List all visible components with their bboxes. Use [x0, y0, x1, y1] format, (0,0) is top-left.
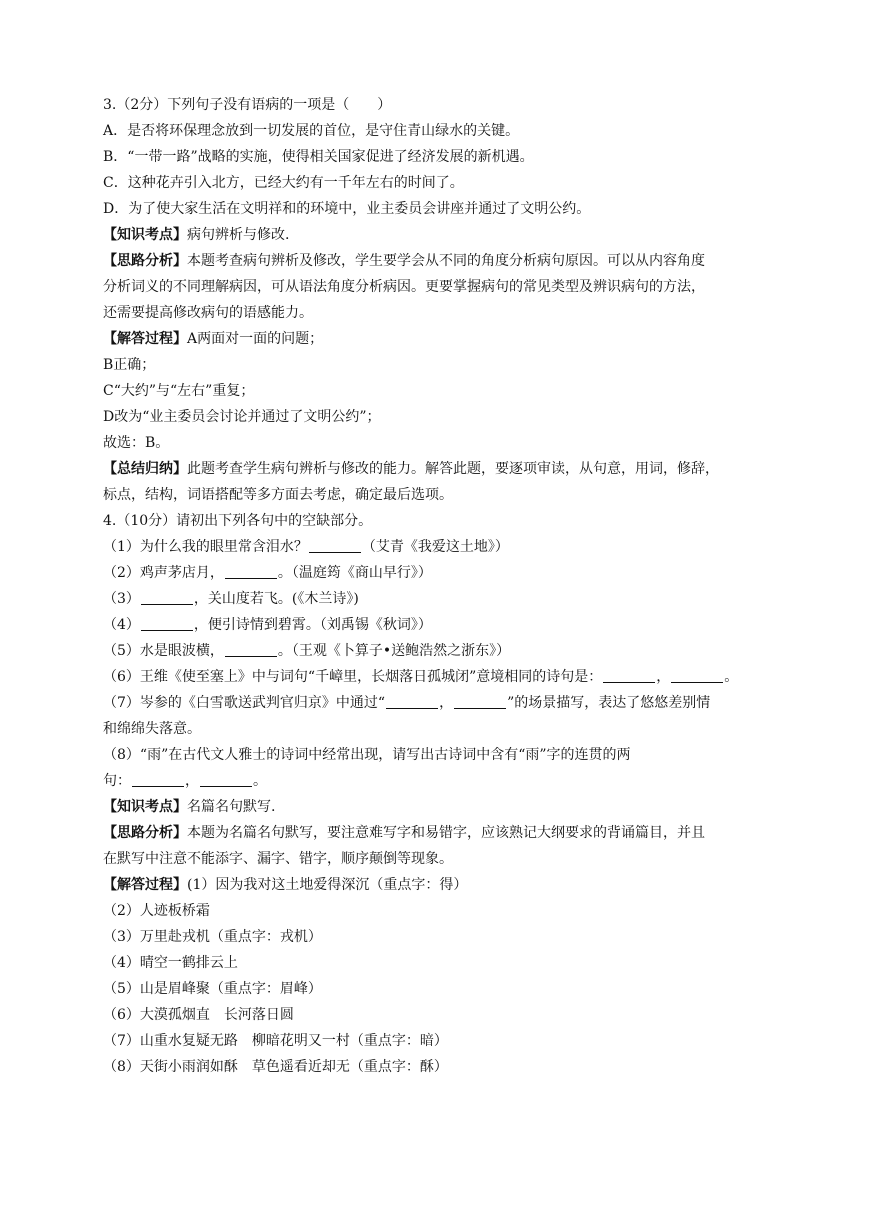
answer-blank[interactable]: [671, 668, 723, 683]
q3-knowledge: [103, 222, 773, 248]
q3-summary-tag: 【总结归纳】: [103, 461, 187, 477]
answer-blank[interactable]: [386, 694, 438, 709]
q4-item-2-text: （2）鸡声茅店月，: [103, 565, 224, 581]
q3-solution-line-4: D改为“业主委员会讨论并通过了文明公约”；: [103, 409, 381, 425]
document-page: [103, 92, 773, 1080]
answer-blank[interactable]: [225, 642, 277, 657]
q4-item-3: [103, 586, 773, 612]
q4-item-6-sep: ，: [656, 669, 671, 685]
q4-item-2: [103, 560, 773, 586]
answer-blank[interactable]: [141, 590, 193, 605]
q4-item-6-text: （6）王维《使至塞上》中与词句“千嶂里，长烟落日孤城闭”意境相同的诗句是：: [103, 669, 603, 685]
q4-item-8-text: 句：: [103, 773, 131, 789]
q4-item-8: （8）“雨”在古代文人雅士的诗词中经常出现，请写出古诗词中含有“雨”字的连贯的两: [103, 747, 631, 763]
q4-item-6: [103, 664, 773, 690]
q4-item-8-end: 。: [253, 773, 267, 789]
q4-solution-line-2: （2）人迹板桥霜: [103, 903, 210, 919]
q4-solution-line-1: [103, 872, 773, 898]
q4-analysis-text-1: 本题为名篇名句默写，要注意难写字和易错字，应该熟记大纲要求的背诵篇目，并且: [187, 825, 705, 841]
q4-item-6-end: 。: [724, 669, 739, 685]
q3-stem: 3.（2分）下列句子没有语病的一项是（ ）: [103, 97, 392, 113]
q3-solution-line-1: [103, 326, 773, 352]
q3-analysis-tag: 【思路分析】: [103, 253, 187, 269]
answer-blank[interactable]: [454, 694, 506, 709]
q4-item-1-source: （艾青《我爱这土地》）: [361, 539, 509, 555]
q3-solution-line-3: C“大约”与“左右”重复；: [103, 383, 255, 399]
q4-item-4-source: ，便引诗情到碧霄。（刘禹锡《秋词》）: [193, 617, 432, 633]
answer-blank[interactable]: [225, 564, 277, 579]
q4-solution-tag: 【解答过程】: [103, 877, 187, 893]
q4-item-5-text: （5）水是眼波横，: [103, 643, 224, 659]
q3-solution-tag: 【解答过程】: [103, 331, 187, 347]
q4-item-3-source: ，关山度若飞。(《木兰诗》): [193, 591, 359, 607]
q4-item-4: [103, 612, 773, 638]
answer-blank[interactable]: [309, 538, 361, 553]
q4-item-5: [103, 638, 773, 664]
q4-item-1: [103, 534, 773, 560]
q4-analysis-tag: 【思路分析】: [103, 825, 187, 841]
q4-item-3-text: （3）: [103, 591, 140, 607]
q4-item-8-cont: [103, 768, 773, 794]
q3-knowledge-text: 病句辨析与修改.: [187, 227, 290, 243]
q3-analysis-line-2: 分析词义的不同理解病因，可从语法角度分析病因。更要掌握病句的常见类型及辨识病句的方法，: [103, 279, 705, 295]
q4-solution-text-1: (1）因为我对这土地爱得深沉（重点字：得）: [187, 877, 468, 893]
q4-item-2-source: 。（温庭筠《商山早行》）: [277, 565, 432, 581]
q4-knowledge: [103, 794, 773, 820]
q3-summary-line-1: [103, 456, 773, 482]
answer-blank[interactable]: [132, 772, 184, 787]
q3-summary-line-2: 标点，结构，词语搭配等多方面去考虑，确定最后选项。: [103, 487, 453, 503]
q4-item-1-text: （1）为什么我的眼里常含泪水？: [103, 539, 308, 555]
q4-solution-line-4: （4）晴空一鹤排云上: [103, 955, 238, 971]
q4-analysis-line-1: [103, 820, 773, 846]
q4-item-7: [103, 690, 773, 716]
q4-solution-line-8: （8）天街小雨润如酥 草色遥看近却无（重点字：酥）: [103, 1059, 448, 1075]
q3-summary-text-1: 此题考查学生病句辨析与修改的能力。解答此题，要逐项审读，从句意，用词，修辞，: [187, 461, 719, 477]
q4-item-7-cont: 和绵绵失落意。: [103, 721, 201, 737]
answer-blank[interactable]: [603, 668, 655, 683]
q3-option-c: C．这种花卉引入北方，已经大约有一千年左右的时间了。: [103, 175, 464, 191]
q3-solution-line-2: B正确；: [103, 357, 156, 373]
q3-option-a: A．是否将环保理念放到一切发展的首位，是守住青山绿水的关键。: [103, 123, 520, 139]
q4-item-5-source: 。（王观《卜算子•送鲍浩然之浙东》）: [277, 643, 511, 659]
q3-solution-text-1: A两面对一面的问题；: [187, 331, 324, 347]
q3-option-d: D．为了使大家生活在文明祥和的环境中，业主委员会讲座并通过了文明公约。: [103, 201, 591, 217]
q4-item-7-text: （7）岑参的《白雪歌送武判官归京》中通过“: [103, 695, 386, 711]
q4-item-8-sep: ，: [185, 773, 199, 789]
q3-analysis-line-3: 还需要提高修改病句的语感能力。: [103, 305, 313, 321]
q4-knowledge-tag: 【知识考点】: [103, 799, 187, 815]
q3-knowledge-tag: 【知识考点】: [103, 227, 187, 243]
q3-analysis-text-1: 本题考查病句辨析及修改，学生要学会从不同的角度分析病句原因。可以从内容角度: [187, 253, 705, 269]
q4-item-7-tail: ”的场景描写，表达了悠悠差别情: [507, 695, 711, 711]
q4-analysis-line-2: 在默写中注意不能添字、漏字、错字，顺序颠倒等现象。: [103, 851, 453, 867]
q4-item-7-sep: ，: [439, 695, 454, 711]
q3-solution-line-5: 故选：B。: [103, 435, 170, 451]
q3-analysis-line-1: [103, 248, 773, 274]
q4-solution-line-5: （5）山是眉峰聚（重点字：眉峰）: [103, 981, 322, 997]
q4-solution-line-7: （7）山重水复疑无路 柳暗花明又一村（重点字：暗）: [103, 1033, 448, 1049]
answer-blank[interactable]: [200, 772, 252, 787]
q4-item-4-text: （4）: [103, 617, 140, 633]
answer-blank[interactable]: [141, 616, 193, 631]
q4-knowledge-text: 名篇名句默写.: [187, 799, 276, 815]
q4-solution-line-6: （6）大漠孤烟直 长河落日圆: [103, 1007, 294, 1023]
q3-option-b: B．“一带一路”战略的实施，使得相关国家促进了经济发展的新机遇。: [103, 149, 534, 165]
q4-solution-line-3: （3）万里赴戎机（重点字：戎机）: [103, 929, 322, 945]
q4-stem: 4.（10分）请初出下列各句中的空缺部分。: [103, 513, 373, 529]
